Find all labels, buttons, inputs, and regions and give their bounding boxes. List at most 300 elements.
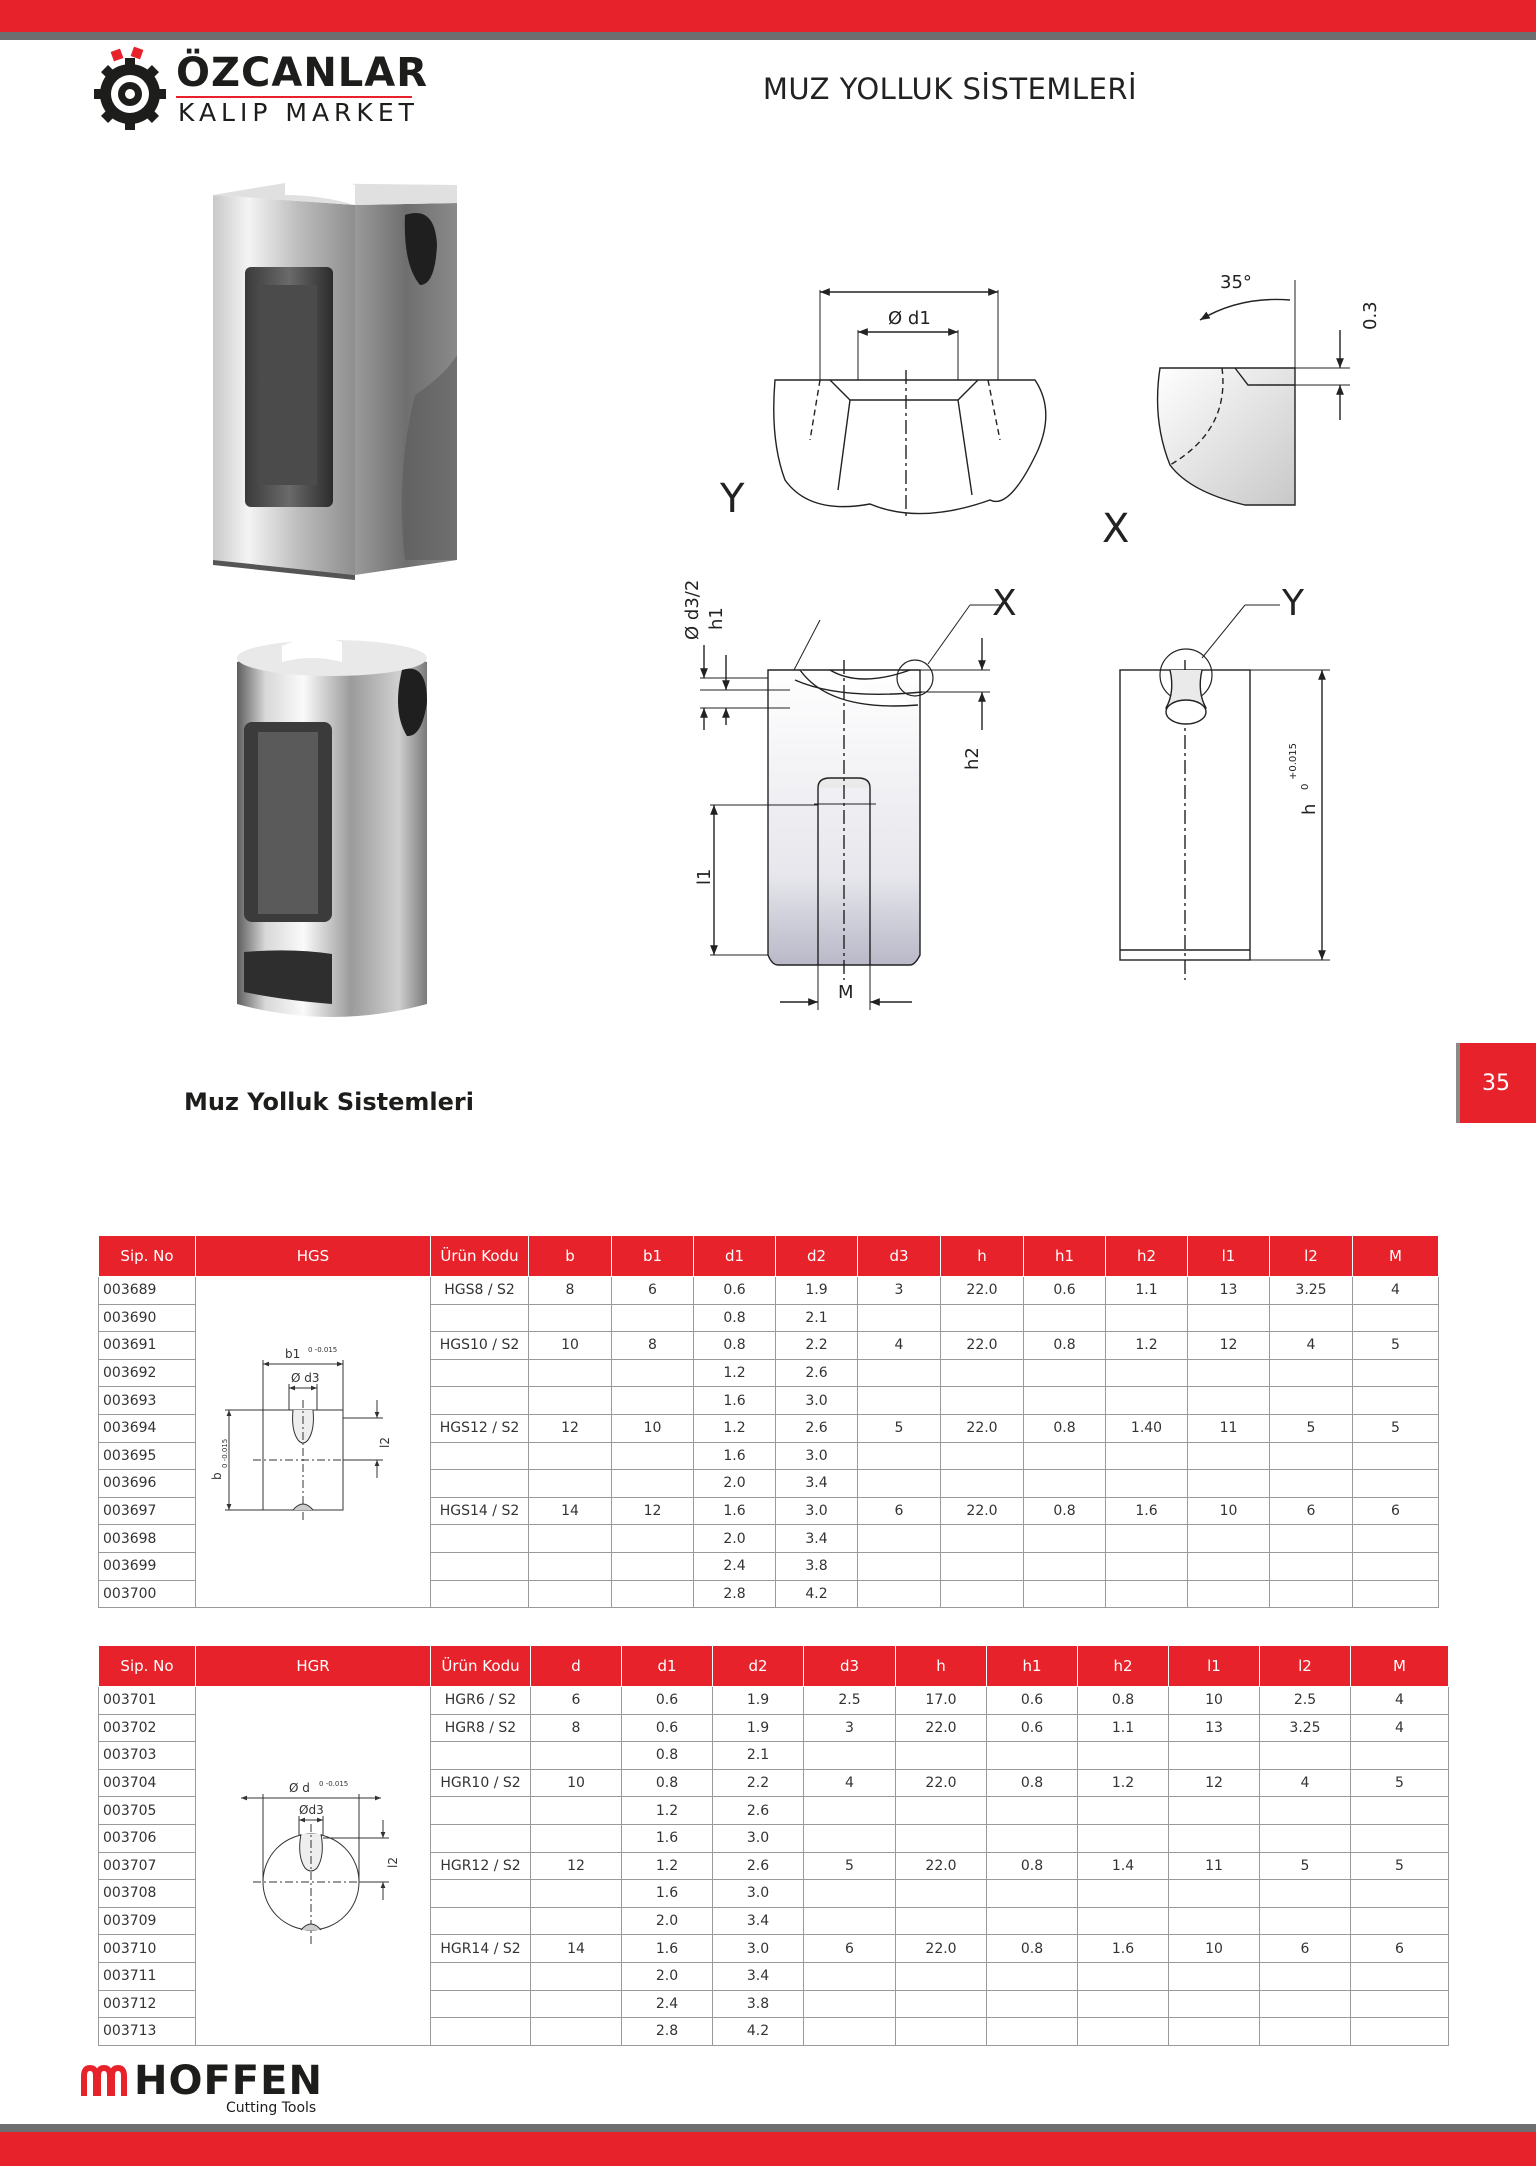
table-cell: 0.8	[622, 1742, 713, 1770]
sip-no-cell: 003706	[99, 1824, 196, 1852]
hgr-header-cell: h	[896, 1646, 987, 1687]
table-cell	[612, 1442, 694, 1470]
table-cell	[896, 1990, 987, 2018]
table-cell	[1270, 1525, 1353, 1553]
table-cell	[858, 1580, 941, 1608]
table-cell: 14	[529, 1497, 612, 1525]
table-cell	[431, 1742, 531, 1770]
hgr-header-row	[99, 1646, 1449, 1687]
table-cell: 1.6	[1106, 1497, 1188, 1525]
hgs-header-cell: M	[1353, 1236, 1439, 1277]
table-cell: 22.0	[941, 1414, 1024, 1442]
table-cell	[941, 1304, 1024, 1332]
table-cell: 0.6	[622, 1714, 713, 1742]
table-cell	[531, 2018, 622, 2046]
label-h-tol-bottom: 0	[1300, 783, 1311, 790]
table-cell	[1351, 1962, 1449, 1990]
label-d3-half: Ø d3/2	[682, 579, 703, 640]
table-cell	[858, 1552, 941, 1580]
hgr-sketch-cell	[196, 1687, 431, 2046]
table-cell: 1.4	[1078, 1852, 1169, 1880]
hgs-header-row	[99, 1236, 1439, 1277]
hgs-header-cell: l1	[1188, 1236, 1270, 1277]
label-angle: 35°	[1220, 272, 1252, 293]
table-cell: 3.0	[713, 1824, 804, 1852]
sip-no-cell: 003705	[99, 1797, 196, 1825]
table-cell	[529, 1470, 612, 1498]
table-cell: 0.8	[987, 1769, 1078, 1797]
sketch-d: Ø d	[289, 1780, 310, 1795]
sketch-b-tol: 0 -0.015	[221, 1438, 229, 1469]
table-cell	[612, 1552, 694, 1580]
table-cell: 1.2	[622, 1797, 713, 1825]
hgs-header-cell: l2	[1270, 1236, 1353, 1277]
table-cell	[987, 1824, 1078, 1852]
table-cell	[858, 1525, 941, 1553]
hgr-header-cell: l2	[1260, 1646, 1351, 1687]
table-cell	[612, 1525, 694, 1553]
gear-logo-icon	[94, 48, 174, 134]
table-cell: 0.6	[987, 1714, 1078, 1742]
table-cell	[431, 1880, 531, 1908]
table-cell: 2.6	[713, 1797, 804, 1825]
table-cell	[804, 1907, 896, 1935]
table-cell	[804, 1797, 896, 1825]
table-cell	[1106, 1304, 1188, 1332]
table-cell	[1351, 1824, 1449, 1852]
table-cell	[612, 1580, 694, 1608]
table-cell: 11	[1188, 1414, 1270, 1442]
hoffen-logo	[78, 2058, 338, 2118]
table-cell: 0.8	[1024, 1332, 1106, 1360]
sip-no-cell: 003695	[99, 1442, 196, 1470]
table-cell: 5	[858, 1414, 941, 1442]
table-cell: HGR14 / S2	[431, 1935, 531, 1963]
sip-no-cell: 003711	[99, 1962, 196, 1990]
table-cell: 1.6	[622, 1824, 713, 1852]
ozcanlar-logo	[94, 48, 429, 134]
table-cell	[1024, 1359, 1106, 1387]
table-cell: 5	[804, 1852, 896, 1880]
table-cell: 3.4	[713, 1907, 804, 1935]
table-cell: 1.2	[622, 1852, 713, 1880]
table-cell: 5	[1270, 1414, 1353, 1442]
table-cell	[941, 1525, 1024, 1553]
table-cell	[531, 1824, 622, 1852]
table-cell: 10	[1188, 1497, 1270, 1525]
table-cell	[1078, 1742, 1169, 1770]
table-cell: 5	[1260, 1852, 1351, 1880]
table-cell: 4	[858, 1332, 941, 1360]
table-cell	[896, 1742, 987, 1770]
hgr-header-cell: Sip. No	[99, 1646, 196, 1687]
hgr-header-cell: Ürün Kodu	[431, 1646, 531, 1687]
table-cell: 0.8	[694, 1332, 776, 1360]
label-h1: h1	[706, 607, 727, 630]
sketch-l2: l2	[378, 1437, 392, 1449]
table-cell: 1.6	[694, 1387, 776, 1415]
hgs-header-cell: d3	[858, 1236, 941, 1277]
sip-no-cell: 003691	[99, 1332, 196, 1360]
table-cell: 2.5	[804, 1687, 896, 1715]
sip-no-cell: 003712	[99, 1990, 196, 2018]
table-cell	[1024, 1525, 1106, 1553]
sip-no-cell: 003704	[99, 1769, 196, 1797]
table-cell	[804, 1962, 896, 1990]
table-cell: 12	[531, 1852, 622, 1880]
table-cell	[531, 1907, 622, 1935]
table-cell	[1024, 1552, 1106, 1580]
label-view-x: X	[1102, 506, 1130, 552]
table-row	[99, 1687, 1449, 1715]
table-cell	[1169, 1742, 1260, 1770]
table-cell: 22.0	[896, 1852, 987, 1880]
hgs-header-cell: HGS	[196, 1236, 431, 1277]
table-cell: 2.8	[694, 1580, 776, 1608]
table-cell: HGS12 / S2	[431, 1414, 529, 1442]
hgr-header-cell: d	[531, 1646, 622, 1687]
table-cell: 4	[1270, 1332, 1353, 1360]
table-cell	[431, 1990, 531, 2018]
table-cell: 5	[1351, 1769, 1449, 1797]
table-cell	[612, 1304, 694, 1332]
hgs-header-cell: b	[529, 1236, 612, 1277]
table-cell: HGS14 / S2	[431, 1497, 529, 1525]
table-cell: HGR6 / S2	[431, 1687, 531, 1715]
sip-no-cell: 003699	[99, 1552, 196, 1580]
table-cell: 3.8	[713, 1990, 804, 2018]
table-cell	[1078, 1880, 1169, 1908]
table-cell: 2.6	[713, 1852, 804, 1880]
sip-no-cell: 003698	[99, 1525, 196, 1553]
hgs-header-cell: h	[941, 1236, 1024, 1277]
table-cell	[612, 1359, 694, 1387]
table-cell: 3.8	[776, 1552, 858, 1580]
table-cell	[896, 1907, 987, 1935]
table-cell	[987, 1742, 1078, 1770]
table-cell: 0.6	[694, 1277, 776, 1305]
table-cell: 4	[1260, 1769, 1351, 1797]
table-cell	[896, 1824, 987, 1852]
table-cell: 3.0	[776, 1387, 858, 1415]
table-cell: 1.6	[694, 1497, 776, 1525]
table-cell: 12	[1169, 1769, 1260, 1797]
sip-no-cell: 003709	[99, 1907, 196, 1935]
table-cell	[431, 1525, 529, 1553]
table-cell	[1353, 1359, 1439, 1387]
label-h-tol-top: +0.015	[1288, 742, 1299, 780]
table-cell: 13	[1169, 1714, 1260, 1742]
hgs-header-cell: Sip. No	[99, 1236, 196, 1277]
table-cell: 1.2	[694, 1359, 776, 1387]
label-m: M	[838, 982, 854, 1003]
table-cell	[941, 1442, 1024, 1470]
table-cell	[431, 1580, 529, 1608]
table-cell: 2.6	[776, 1414, 858, 1442]
hgr-header-cell: d3	[804, 1646, 896, 1687]
table-cell: 3.0	[713, 1935, 804, 1963]
table-cell	[941, 1359, 1024, 1387]
page-title: MUZ YOLLUK SİSTEMLERİ	[762, 72, 1138, 106]
label-view-y: Y	[720, 476, 745, 522]
table-cell	[1169, 1990, 1260, 2018]
table-cell: 5	[1353, 1414, 1439, 1442]
table-cell	[896, 2018, 987, 2046]
table-cell	[431, 1962, 531, 1990]
table-cell	[858, 1304, 941, 1332]
table-cell	[529, 1387, 612, 1415]
table-cell	[1353, 1470, 1439, 1498]
table-cell	[1169, 1797, 1260, 1825]
table-cell	[612, 1387, 694, 1415]
label-l1: l1	[694, 868, 715, 885]
hgr-header-cell: l1	[1169, 1646, 1260, 1687]
table-cell: 10	[1169, 1935, 1260, 1963]
table-cell	[1260, 1797, 1351, 1825]
table-cell	[1351, 2018, 1449, 2046]
table-cell	[987, 1990, 1078, 2018]
table-cell: 4.2	[776, 1580, 858, 1608]
table-cell: 0.8	[1024, 1414, 1106, 1442]
table-cell	[987, 1797, 1078, 1825]
table-cell: HGR10 / S2	[431, 1769, 531, 1797]
table-cell: 1.2	[1106, 1332, 1188, 1360]
table-cell: 10	[531, 1769, 622, 1797]
table-cell	[531, 1962, 622, 1990]
table-cell: 2.0	[622, 1962, 713, 1990]
table-cell	[1106, 1552, 1188, 1580]
table-cell: 6	[804, 1935, 896, 1963]
table-cell	[1024, 1442, 1106, 1470]
table-cell: 22.0	[941, 1497, 1024, 1525]
table-cell: 14	[531, 1935, 622, 1963]
table-cell	[1024, 1470, 1106, 1498]
table-cell: 3.4	[776, 1525, 858, 1553]
table-cell	[1106, 1525, 1188, 1553]
table-cell: 3.25	[1270, 1277, 1353, 1305]
table-cell	[431, 1442, 529, 1470]
hgr-section-sketch	[213, 1764, 413, 1964]
table-cell	[1106, 1387, 1188, 1415]
table-cell: 3.25	[1260, 1714, 1351, 1742]
table-cell: 2.4	[622, 1990, 713, 2018]
sketch-b1: b1	[285, 1347, 301, 1362]
rect-insert-photo	[205, 175, 467, 580]
table-cell: 1.1	[1106, 1277, 1188, 1305]
sketch-d3: Ø d3	[291, 1371, 320, 1386]
table-cell	[1260, 2018, 1351, 2046]
table-cell: 2.0	[694, 1525, 776, 1553]
table-cell	[1169, 1907, 1260, 1935]
table-cell	[858, 1359, 941, 1387]
top-red-bar	[0, 0, 1536, 32]
table-cell: 1.6	[622, 1880, 713, 1908]
label-gap: 0.3	[1360, 301, 1381, 330]
table-cell: 0.8	[987, 1935, 1078, 1963]
table-cell: 2.8	[622, 2018, 713, 2046]
table-cell: 22.0	[941, 1332, 1024, 1360]
table-cell: 4	[1351, 1714, 1449, 1742]
hgs-header-cell: d1	[694, 1236, 776, 1277]
label-d1: Ø d1	[888, 308, 931, 329]
sip-no-cell: 003696	[99, 1470, 196, 1498]
table-cell	[1353, 1304, 1439, 1332]
table-cell	[1351, 1742, 1449, 1770]
sip-no-cell: 003693	[99, 1387, 196, 1415]
table-cell: 1.40	[1106, 1414, 1188, 1442]
table-cell	[431, 1304, 529, 1332]
table-cell	[941, 1552, 1024, 1580]
table-cell: 0.8	[622, 1769, 713, 1797]
table-cell: 1.6	[622, 1935, 713, 1963]
sip-no-cell: 003710	[99, 1935, 196, 1963]
table-cell	[941, 1580, 1024, 1608]
table-cell	[1353, 1387, 1439, 1415]
table-cell: 4	[1351, 1687, 1449, 1715]
table-cell	[1106, 1470, 1188, 1498]
sip-no-cell: 003702	[99, 1714, 196, 1742]
table-cell: 11	[1169, 1852, 1260, 1880]
table-cell: 4	[1353, 1277, 1439, 1305]
sip-no-cell: 003707	[99, 1852, 196, 1880]
table-cell	[431, 1470, 529, 1498]
table-cell: 4.2	[713, 2018, 804, 2046]
hgs-spec-table	[98, 1235, 1439, 1608]
table-cell	[1188, 1525, 1270, 1553]
table-cell: 1.6	[694, 1442, 776, 1470]
table-cell: 3.0	[776, 1442, 858, 1470]
table-cell	[987, 1962, 1078, 1990]
table-cell: 5	[1351, 1852, 1449, 1880]
table-cell: HGS8 / S2	[431, 1277, 529, 1305]
round-insert-photo	[232, 632, 437, 1030]
table-cell	[1106, 1580, 1188, 1608]
table-cell: 0.8	[1078, 1687, 1169, 1715]
hgs-header-cell: h2	[1106, 1236, 1188, 1277]
table-cell	[858, 1442, 941, 1470]
table-cell	[1024, 1387, 1106, 1415]
table-cell	[896, 1962, 987, 1990]
table-cell	[1106, 1359, 1188, 1387]
table-cell	[431, 1797, 531, 1825]
table-cell	[1351, 1990, 1449, 2018]
hgs-section-sketch	[210, 1340, 413, 1540]
table-cell: 13	[1188, 1277, 1270, 1305]
table-cell: 22.0	[941, 1277, 1024, 1305]
label-h2: h2	[962, 747, 983, 770]
table-cell: 22.0	[896, 1714, 987, 1742]
table-cell	[1353, 1580, 1439, 1608]
table-cell: 6	[1353, 1497, 1439, 1525]
table-cell: 2.5	[1260, 1687, 1351, 1715]
table-cell	[431, 1907, 531, 1935]
sketch-d3: Ød3	[299, 1802, 324, 1817]
table-cell	[1270, 1580, 1353, 1608]
table-cell	[529, 1359, 612, 1387]
table-cell: 0.6	[1024, 1277, 1106, 1305]
table-cell	[612, 1470, 694, 1498]
table-cell: 6	[531, 1687, 622, 1715]
top-gray-bar	[0, 32, 1536, 40]
table-cell: 1.9	[776, 1277, 858, 1305]
table-cell: 1.9	[713, 1687, 804, 1715]
sketch-b1-tol: 0 -0.015	[308, 1346, 338, 1355]
label-h: h	[1299, 803, 1320, 815]
table-cell	[1078, 1824, 1169, 1852]
sip-no-cell: 003703	[99, 1742, 196, 1770]
table-cell	[1351, 1907, 1449, 1935]
product-caption: Muz Yolluk Sistemleri	[184, 1088, 474, 1116]
table-cell	[431, 2018, 531, 2046]
footer-brand-name: HOFFEN	[134, 2058, 323, 2104]
table-cell: 0.8	[694, 1304, 776, 1332]
table-cell	[529, 1580, 612, 1608]
table-cell	[529, 1304, 612, 1332]
table-cell: HGR12 / S2	[431, 1852, 531, 1880]
table-cell	[431, 1387, 529, 1415]
table-cell: 2.0	[622, 1907, 713, 1935]
table-cell: 3.0	[776, 1497, 858, 1525]
sip-no-cell: 003694	[99, 1414, 196, 1442]
table-cell	[1188, 1552, 1270, 1580]
brand-subtitle: KALIP MARKET	[178, 98, 419, 127]
hoffen-mark-icon	[78, 2062, 132, 2102]
table-cell	[1351, 1880, 1449, 1908]
table-cell: 0.8	[987, 1852, 1078, 1880]
table-cell	[431, 1552, 529, 1580]
table-cell	[1270, 1442, 1353, 1470]
table-cell: 12	[529, 1414, 612, 1442]
hgs-header-cell: Ürün Kodu	[431, 1236, 529, 1277]
table-cell: HGS10 / S2	[431, 1332, 529, 1360]
table-cell: 12	[1188, 1332, 1270, 1360]
table-cell: 2.2	[776, 1332, 858, 1360]
table-cell	[1169, 1880, 1260, 1908]
table-cell	[531, 1742, 622, 1770]
table-cell: 6	[1351, 1935, 1449, 1963]
hgr-spec-table	[98, 1645, 1449, 2046]
table-cell: 0.8	[1024, 1497, 1106, 1525]
table-cell	[1169, 2018, 1260, 2046]
table-cell: 3.0	[713, 1880, 804, 1908]
hgr-header-cell: d1	[622, 1646, 713, 1687]
sip-no-cell: 003713	[99, 2018, 196, 2046]
table-cell	[529, 1525, 612, 1553]
hgs-sketch-cell	[196, 1277, 431, 1608]
table-cell	[1270, 1387, 1353, 1415]
table-cell	[531, 1880, 622, 1908]
table-cell: 17.0	[896, 1687, 987, 1715]
table-cell	[1188, 1580, 1270, 1608]
sketch-l2: l2	[386, 1856, 400, 1868]
table-cell: 10	[529, 1332, 612, 1360]
table-cell	[804, 1880, 896, 1908]
table-cell	[1078, 1797, 1169, 1825]
table-cell	[1353, 1552, 1439, 1580]
hgs-header-cell: h1	[1024, 1236, 1106, 1277]
table-cell	[531, 1990, 622, 2018]
sip-no-cell: 003700	[99, 1580, 196, 1608]
table-cell	[858, 1387, 941, 1415]
hgr-header-cell: h1	[987, 1646, 1078, 1687]
table-cell: 5	[1353, 1332, 1439, 1360]
sip-no-cell: 003689	[99, 1277, 196, 1305]
table-cell: 3	[858, 1277, 941, 1305]
table-cell: 2.1	[776, 1304, 858, 1332]
table-cell: 1.1	[1078, 1714, 1169, 1742]
table-cell	[1169, 1962, 1260, 1990]
table-cell	[1260, 1824, 1351, 1852]
